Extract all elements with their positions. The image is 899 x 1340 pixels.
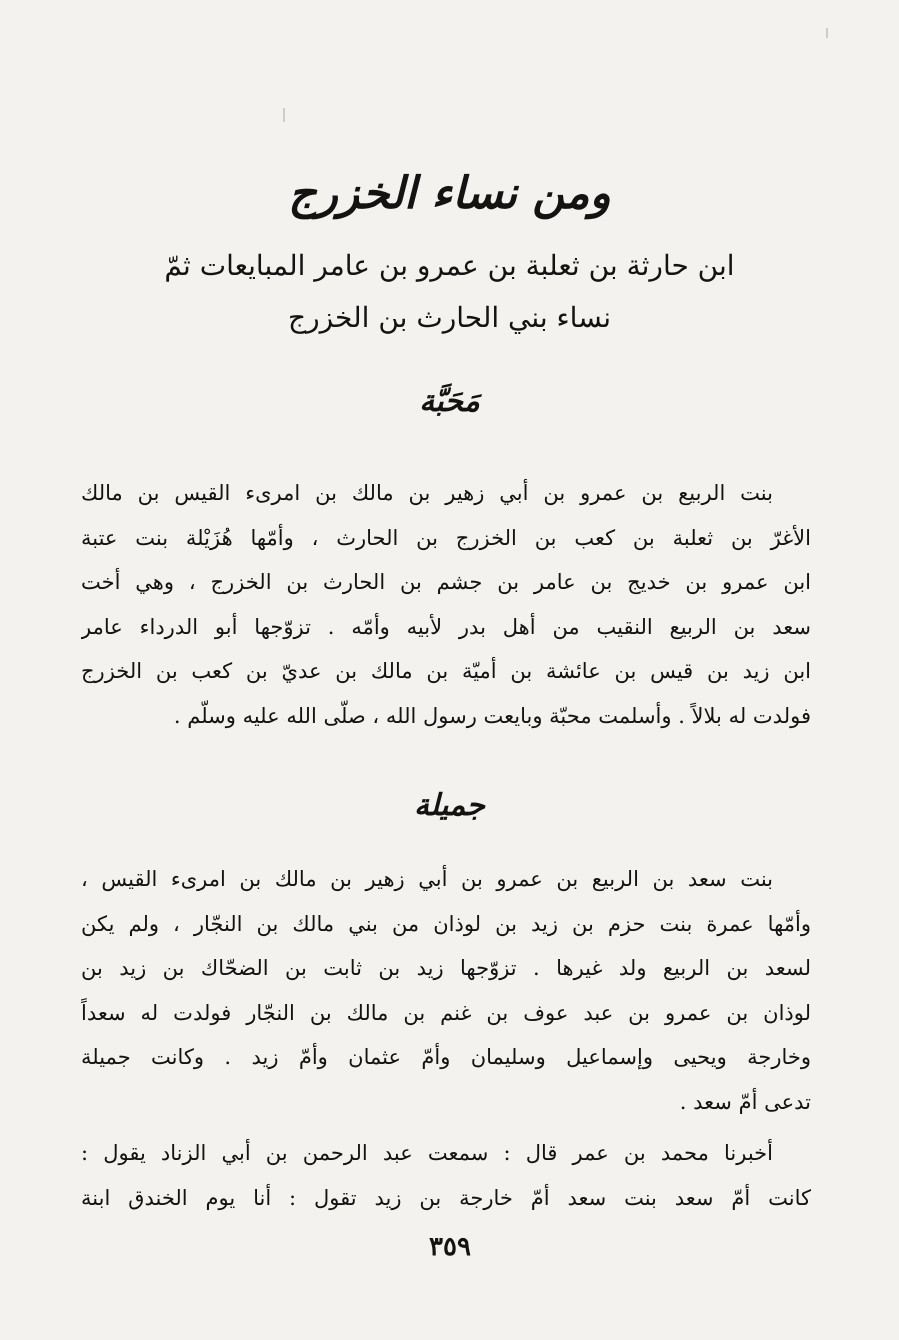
text-line: ابن عمرو بن خديج بن عامر بن جشم بن الحارث بن الخزرج ، وهي أخت [81,570,811,594]
biography-paragraph-jamila [81,857,811,1124]
text-line: ابن زيد بن قيس بن عائشة بن أميّة بن مالك بن عديّ بن كعب بن الخزرج [81,659,811,683]
text-line: سعد بن الربيع النقيب من أهل بدر لأبيه وأمّه . تزوّجها أبو الدرداء عامر [81,614,811,639]
text-line: بنت سعد بن الربيع بن عمرو بن أبي زهير بن مالك بن امرىء القيس ، [81,867,773,891]
biography-paragraph-mahabba [81,471,811,738]
text-line: لوذان بن عمرو بن عبد عوف بن غنم بن مالك بن النجّار فولدت له سعداً [81,1000,811,1025]
narration-paragraph [81,1131,811,1220]
chapter-subtitle-line-1: ابن حارثة بن ثعلبة بن عمرو بن عامر المبايعات ثمّ [164,249,735,282]
section-title-mahabba: مَحَبَّة [419,384,480,419]
text-line: وخارجة ويحيى وإسماعيل وسليمان وأمّ عثمان وأمّ زيد . وكانت جميلة [81,1045,811,1069]
text-line: الأغرّ بن ثعلبة بن كعب بن الخزرج بن الحارث ، وأمّها هُزَيْلة بنت عتبة [81,525,811,550]
text-line: أخبرنا محمد بن عمر قال : سمعت عبد الرحمن بن أبي الزناد يقول : [81,1141,773,1165]
scan-speck [826,28,828,38]
chapter-title: ومن نساء الخزرج [288,168,611,219]
text-line: لسعد بن الربيع ولد غيرها . تزوّجها زيد بن ثابت بن الضحّاك بن زيد بن [81,956,811,980]
section-title-jamila: جميلة [414,788,485,823]
scan-speck [283,108,285,122]
text-line: كانت أمّ سعد بنت سعد أمّ خارجة بن زيد تقول : أنا يوم الخندق ابنة [81,1185,811,1210]
text-line: بنت الربيع بن عمرو بن أبي زهير بن مالك بن امرىء القيس بن مالك [81,481,773,505]
text-line: فولدت له بلالاً . وأسلمت محبّة وبايعت رسول الله ، صلّى الله عليه وسلّم . [173,703,811,728]
page-number: ٣٥٩ [429,1232,471,1262]
text-line: تدعى أمّ سعد . [679,1089,811,1114]
text-line: وأمّها عمرة بنت حزم بن زيد بن لوذان من بني مالك بن النجّار ، ولم يكن [81,911,811,936]
chapter-subtitle-line-2: نساء بني الحارث بن الخزرج [288,301,611,334]
